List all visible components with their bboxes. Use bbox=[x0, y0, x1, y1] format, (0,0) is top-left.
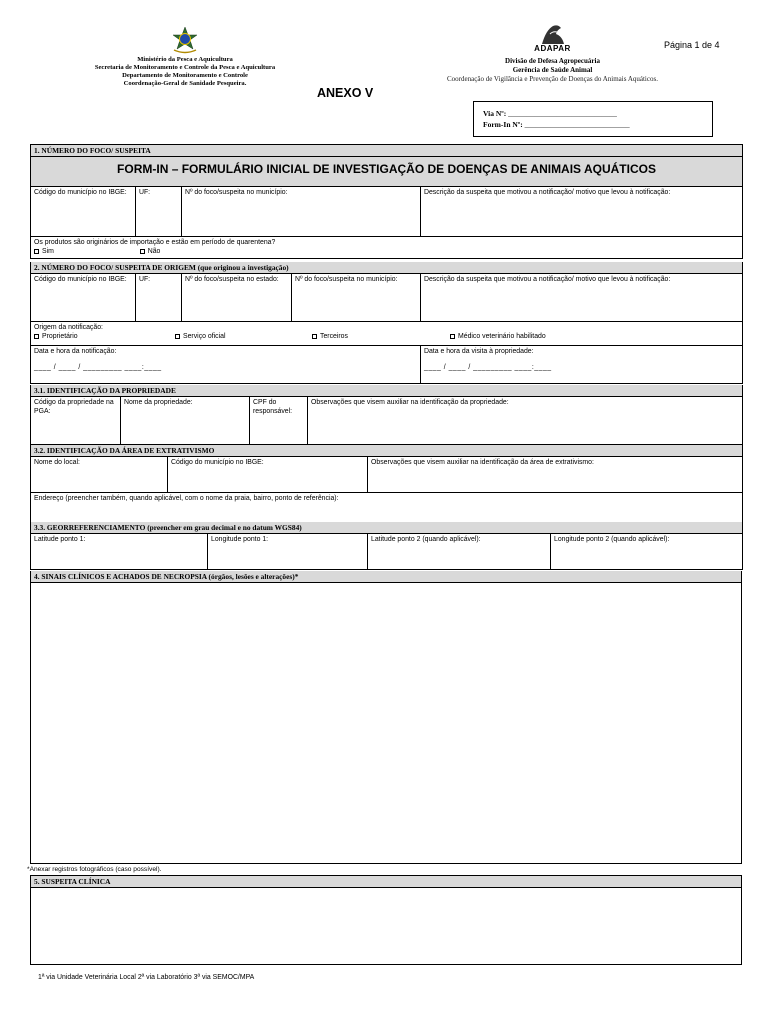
s2-foco-estado-field[interactable]: Nº do foco/suspeita no estado: bbox=[182, 274, 292, 322]
clinical-suspicion-field[interactable] bbox=[31, 888, 742, 965]
ministry-header bbox=[40, 26, 330, 88]
option-sim-label: Sim bbox=[42, 247, 54, 255]
s1-foco-field[interactable]: Nº do foco/suspeita no município: bbox=[182, 187, 421, 237]
s2-uf-field[interactable]: UF: bbox=[136, 274, 182, 322]
origin-row bbox=[31, 322, 743, 346]
checkbox-servico-oficial[interactable] bbox=[175, 334, 180, 339]
s31-cpf-field[interactable]: CPF do responsável: bbox=[250, 397, 308, 445]
s2-foco-municipio-field[interactable]: Nº do foco/suspeita no município: bbox=[292, 274, 421, 322]
option-proprietario-label: Proprietário bbox=[42, 332, 78, 340]
section-32-table bbox=[30, 445, 743, 523]
option-nao-label: Não bbox=[147, 247, 161, 255]
s1-description-field[interactable]: Descrição da suspeita que motivou a notificação/ motivo que levou à notificação: bbox=[421, 187, 743, 237]
checkbox-medico-veterinario[interactable] bbox=[450, 334, 455, 339]
management-name: Gerência de Saúde Animal bbox=[512, 66, 593, 74]
via-number-row[interactable] bbox=[483, 108, 712, 119]
checkbox-terceiros[interactable] bbox=[312, 334, 317, 339]
lat1-field[interactable]: Latitude ponto 1: bbox=[31, 534, 208, 570]
origin-label: Origem da notificação: bbox=[34, 324, 103, 331]
adapar-header bbox=[400, 22, 705, 84]
s1-ibge-field[interactable]: Código do município no IBGE: bbox=[31, 187, 136, 237]
visit-datetime-blank[interactable]: ____ / ____ / _________ ____:____ bbox=[424, 363, 552, 371]
formin-label: Form-In Nº: bbox=[483, 120, 523, 129]
section-5-table bbox=[30, 875, 742, 965]
secretariat-name: Secretaria de Monitoramento e Controle da Pesca e Aquicultura bbox=[94, 64, 276, 71]
section-4-table bbox=[30, 571, 742, 864]
notification-datetime-blank[interactable]: ____ / ____ / _________ ____:____ bbox=[34, 363, 162, 371]
s31-observations-field[interactable]: Observações que visem auxiliar na identificação da propriedade: bbox=[308, 397, 743, 445]
annex-title: ANEXO V bbox=[317, 86, 374, 100]
adapar-logo-icon bbox=[536, 22, 570, 46]
notification-datetime-label: Data e hora da notificação: bbox=[34, 348, 117, 355]
s32-ibge-field[interactable]: Código do município no IBGE: bbox=[168, 457, 368, 493]
lon2-field[interactable]: Longitude ponto 2 (quando aplicável): bbox=[551, 534, 743, 570]
clinical-signs-field[interactable] bbox=[31, 583, 742, 864]
notification-datetime-field[interactable] bbox=[31, 346, 421, 384]
s31-pga-code-field[interactable]: Código da propriedade na PGA: bbox=[31, 397, 121, 445]
via-label: Via Nº: bbox=[483, 109, 507, 118]
import-question-row bbox=[31, 237, 743, 259]
checkbox-nao[interactable] bbox=[140, 249, 145, 254]
option-terceiros-label: Terceiros bbox=[320, 332, 348, 340]
section-2-table bbox=[30, 262, 743, 384]
distribution-footer: 1ª via Unidade Veterinária Local 2ª via Laboratório 3ª via SEMOC/MPA bbox=[38, 974, 255, 981]
option-servico-label: Serviço oficial bbox=[183, 332, 226, 340]
section-33-header: 3.3. GEORREFERENCIAMENTO (preencher em grau decimal e no datum WGS84) bbox=[31, 522, 743, 534]
division-name: Divisão de Defesa Agropecuária bbox=[505, 57, 600, 65]
import-question: Os produtos são originários de importação e estão em período de quarentena? bbox=[34, 239, 276, 246]
via-blank[interactable]: _____________________________ bbox=[508, 109, 617, 118]
section-1-table bbox=[30, 144, 743, 259]
photo-note: *Anexar registros fotográficos (caso possível). bbox=[27, 866, 162, 873]
section-31-header: 3.1. IDENTIFICAÇÃO DA PROPRIEDADE bbox=[31, 385, 743, 397]
visit-datetime-field[interactable] bbox=[421, 346, 743, 384]
page-indicator: Página 1 de 4 bbox=[664, 40, 720, 50]
ministry-name: Ministério da Pesca e Aquicultura bbox=[137, 56, 233, 63]
coordination-vigilance: Coordenação de Vigilância e Prevenção de Doenças do Animais Aquáticos. bbox=[447, 75, 658, 83]
department-name: Departamento de Monitoramento e Controle bbox=[122, 72, 248, 79]
s1-uf-field[interactable]: UF: bbox=[136, 187, 182, 237]
s32-local-name-field[interactable]: Nome do local: bbox=[31, 457, 168, 493]
section-2-header: 2. NÚMERO DO FOCO/ SUSPEITA DE ORIGEM (que originou a investigação) bbox=[31, 262, 743, 274]
option-medico-label: Médico veterinário habilitado bbox=[458, 332, 546, 340]
lon1-field[interactable]: Longitude ponto 1: bbox=[208, 534, 368, 570]
s2-ibge-field[interactable]: Código do município no IBGE: bbox=[31, 274, 136, 322]
s32-observations-field[interactable]: Observações que visem auxiliar na identificação da área de extrativismo: bbox=[368, 457, 743, 493]
checkbox-sim[interactable] bbox=[34, 249, 39, 254]
via-box bbox=[473, 101, 713, 137]
formin-number-row[interactable] bbox=[483, 119, 712, 130]
formin-blank[interactable]: ____________________________ bbox=[524, 120, 630, 129]
checkbox-proprietario[interactable] bbox=[34, 334, 39, 339]
adapar-wordmark: ADAPAR bbox=[534, 44, 571, 53]
s2-description-field[interactable]: Descrição da suspeita que motivou a notificação/ motivo que levou à notificação: bbox=[421, 274, 743, 322]
section-1-header: 1. NÚMERO DO FOCO/ SUSPEITA bbox=[31, 145, 743, 157]
visit-datetime-label: Data e hora da visita à propriedade: bbox=[424, 348, 534, 355]
form-title: FORM-IN – FORMULÁRIO INICIAL DE INVESTIGAÇÃO DE DOENÇAS DE ANIMAIS AQUÁTICOS bbox=[31, 157, 743, 187]
section-5-header: 5. SUSPEITA CLÍNICA bbox=[31, 876, 742, 888]
section-33-table bbox=[30, 522, 743, 570]
lat2-field[interactable]: Latitude ponto 2 (quando aplicável): bbox=[368, 534, 551, 570]
s32-address-field[interactable]: Endereço (preencher também, quando aplicável, com o nome da praia, bairro, ponto de referência): bbox=[31, 493, 743, 523]
s31-property-name-field[interactable]: Nome da propriedade: bbox=[121, 397, 250, 445]
brazil-coat-of-arms-icon bbox=[170, 26, 200, 54]
section-4-header: 4. SINAIS CLÍNICOS E ACHADOS DE NECROPSIA (órgãos, lesões e alterações)* bbox=[31, 571, 742, 583]
section-31-table bbox=[30, 385, 743, 445]
coordination-name: Coordenação-Geral de Sanidade Pesqueira. bbox=[123, 80, 247, 87]
section-32-header: 3.2. IDENTIFICAÇÃO DA ÁREA DE EXTRATIVISMO bbox=[31, 445, 743, 457]
